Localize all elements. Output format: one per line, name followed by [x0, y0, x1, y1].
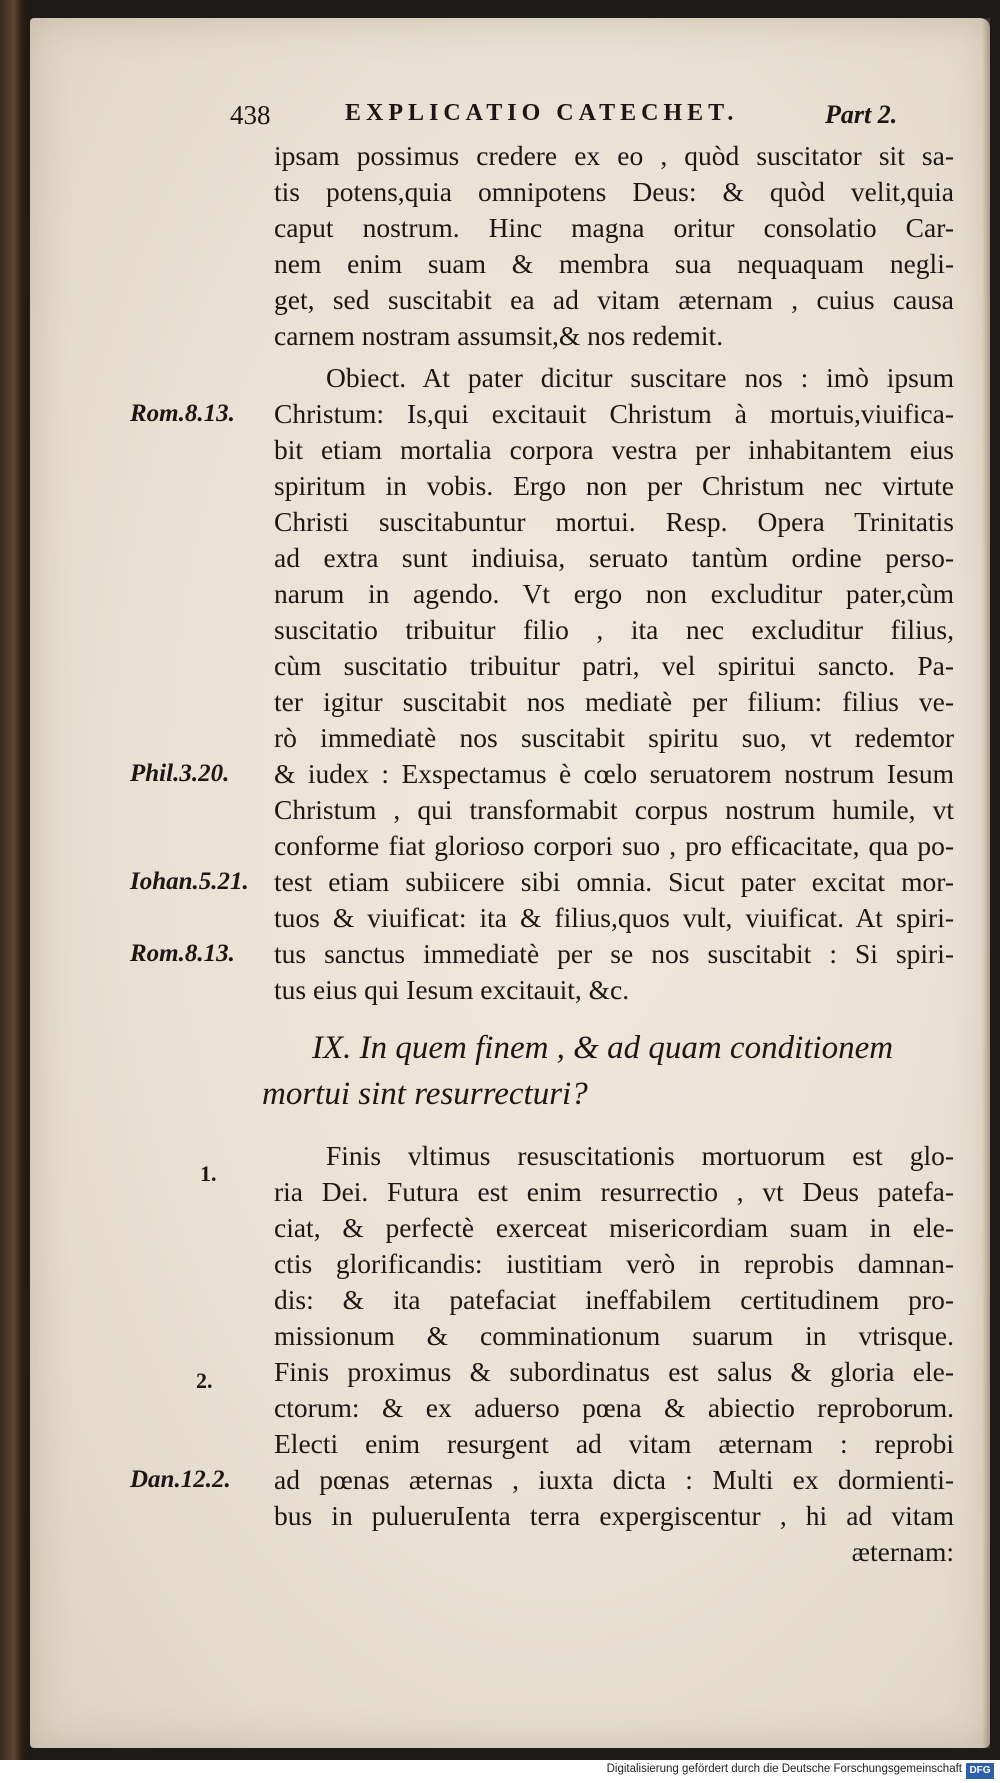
body-line: narum in agendo. Vt ergo non excluditur pater,cùm — [274, 578, 954, 609]
body-line: suscitatio tribuitur filio , ita nec excluditur filius, — [274, 614, 954, 645]
footer-credit: Digitalisierung gefördert durch die Deutsche Forschungsgemeinschaft — [606, 1763, 962, 1775]
body-line: tuos & viuificat: ita & filius,quos vult, viuificat. At spiri- — [274, 902, 954, 933]
margin-reference: Phil.3.20. — [130, 760, 230, 787]
body-line: missionum & comminationum suarum in vtrisque. — [274, 1320, 954, 1351]
running-header — [230, 100, 950, 136]
margin-reference: Rom.8.13. — [130, 400, 235, 427]
body-line: tus eius qui Iesum excitauit, &c. — [274, 974, 630, 1005]
margin-reference: Iohan.5.21. — [130, 868, 249, 895]
body-line: dis: & ita patefaciat ineffabilem certitudinem pro- — [274, 1284, 954, 1315]
body-line: Finis vltimus resuscitationis mortuorum est glo- — [326, 1140, 954, 1171]
body-line: ad extra sunt indiuisa, seruato tantùm ordine perso- — [274, 542, 954, 573]
body-line: tis potens,quia omnipotens Deus: & quòd velit,quia — [274, 176, 954, 207]
body-line: bit etiam mortalia corpora vestra per inhabitantem eius — [274, 434, 954, 465]
body-line: æternam: — [851, 1536, 954, 1567]
part-label: Part 2. — [825, 100, 898, 129]
body-line: Electi enim resurgent ad vitam æternam : reprobi — [274, 1428, 954, 1459]
body-line: caput nostrum. Hinc magna oritur consolatio Car- — [274, 212, 954, 243]
dfg-logo: DFG — [966, 1763, 994, 1779]
body-line: Obiect. At pater dicitur suscitare nos : imò ipsum — [326, 362, 954, 393]
page-edge-shadow — [982, 18, 990, 1748]
body-line: conforme fiat glorioso corpori suo , pro efficacitate, qua po- — [274, 830, 954, 861]
body-line: ter igitur suscitabit nos mediatè per filium: filius ve- — [274, 686, 954, 717]
body-line: nem enim suam & membra sua nequaquam negli- — [274, 248, 954, 279]
body-line: spiritum in vobis. Ergo non per Christum nec virtute — [274, 470, 954, 501]
body-line: test etiam subiicere sibi omnia. Sicut pater excitat mor- — [274, 866, 954, 897]
margin-number: 2. — [196, 1368, 213, 1393]
body-line: ipsam possimus credere ex eo , quòd suscitator sit sa- — [274, 140, 954, 171]
body-line: bus in pulueruIenta terra expergiscentur , hi ad vitam — [274, 1500, 954, 1531]
margin-reference: Rom.8.13. — [130, 940, 235, 967]
body-line: get, sed suscitabit ea ad vitam æternam , cuius causa — [274, 284, 954, 315]
margin-number: 1. — [200, 1161, 217, 1186]
body-line: & iudex : Exspectamus è cœlo seruatorem nostrum Iesum — [274, 758, 954, 789]
question-heading-line: IX. In quem finem , & ad quam conditionem — [312, 1030, 894, 1066]
body-line: ad pœnas æternas , iuxta dicta : Multi ex dormienti- — [274, 1464, 954, 1495]
running-title: EXPLICATIO CATECHET. — [345, 100, 739, 126]
body-line: ctis glorificandis: iustitiam verò in reprobis damnan- — [274, 1248, 954, 1279]
body-line: Christi suscitabuntur mortui. Resp. Opera Trinitatis — [274, 506, 954, 537]
body-line: ciat, & perfectè exerceat misericordiam suam in ele- — [274, 1212, 954, 1243]
body-line: carnem nostram assumsit,& nos redemit. — [274, 320, 724, 351]
question-heading-line: mortui sint resurrecturi? — [262, 1076, 588, 1112]
body-line: ctorum: & ex aduerso pœna & abiectio reproborum. — [274, 1392, 954, 1423]
page-number: 438 — [230, 100, 271, 130]
body-line: Christum: Is,qui excitauit Christum à mortuis,viuifica- — [274, 398, 954, 429]
margin-reference: Dan.12.2. — [130, 1466, 231, 1493]
body-line: ria Dei. Futura est enim resurrectio , vt Deus patefa- — [274, 1176, 954, 1207]
body-line: cùm suscitatio tribuitur patri, vel spiritui sancto. Pa- — [274, 650, 954, 681]
body-line: rò immediatè nos suscitabit spiritu suo, vt redemtor — [274, 722, 954, 753]
body-line: Christum , qui transformabit corpus nostrum humile, vt — [274, 794, 954, 825]
body-line: tus sanctus immediatè per se nos suscitabit : Si spiri- — [274, 938, 954, 969]
body-line: Finis proximus & subordinatus est salus & gloria ele- — [274, 1356, 954, 1387]
